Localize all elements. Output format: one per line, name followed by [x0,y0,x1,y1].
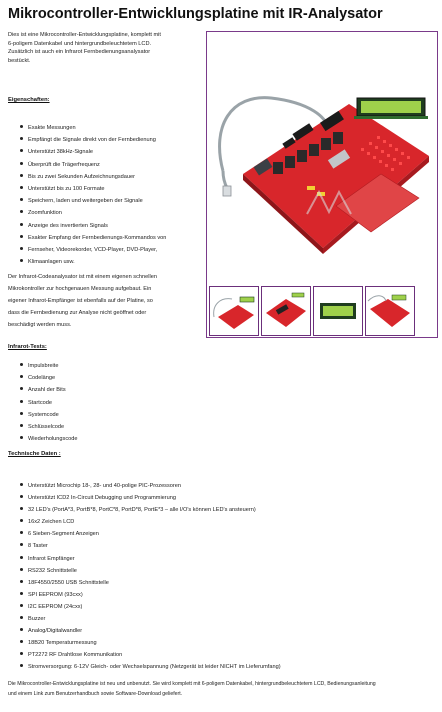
thumbnail-3[interactable] [313,286,363,336]
list-item: Unterstützt 38kHz-Signale [14,146,206,158]
list-item: 32 LED's (PortA*3, PortB*8, PortC*8, PortD*8, PortE*3 – alle I/O's können LED's ansteuern) [14,504,438,516]
board-photo-illustration [211,36,433,278]
list-item: 16x2 Zeichen LCD [14,516,438,528]
list-item: Speichern, laden und weitergeben der Signale [14,195,206,207]
intro-text [8,31,198,65]
product-gallery [206,31,438,338]
list-item: Stromversorgung: 6-12V Gleich- oder Wechselspannung (Netzgerät ist leider NICHT im Lieferumfang) [14,661,438,673]
outro-text [8,679,438,699]
list-item: Zoomfunktion [14,207,206,219]
list-item: Schlüsselcode [14,421,194,433]
tech-specs-list [14,480,438,674]
intro-line: Dies ist eine Mikrocontroller-Entwicklungsplatine, komplett mit [8,32,161,38]
list-item: Analog/Digitalwandler [14,625,438,637]
list-item: Unterstützt ICD2 In-Circuit Debugging und Programmierung [14,492,438,504]
list-item: Anzeige des invertierten Signals [14,220,206,232]
list-item: 6 Sieben-Segment Anzeigen [14,528,438,540]
list-item: 18F4550/2550 USB Schnittstelle [14,577,438,589]
ir-text-line: dass die Fernbedienung zur Analyse nicht geöffnet oder [8,310,147,316]
list-item: SPI EEPROM (93cxx) [14,589,438,601]
thumbnail-image [262,287,310,335]
thumbnail-1[interactable] [209,286,259,336]
intro-line: Zusätzlich ist auch ein Infrarot Fernbedienungsanalysator [8,49,151,56]
thumbnail-image [314,287,362,335]
thumbnail-4[interactable] [365,286,415,336]
tests-list [14,360,194,445]
intro-line: bestückt. [8,57,31,64]
list-item: Unterstützt bis zu 100 Formate [14,183,206,195]
list-item-continuation: Fernseher, Videorekorder, VCD-Player, DVD-Player, [14,244,206,256]
ir-text-line: beschädigt werden muss. [8,322,72,328]
list-item: Startcode [14,397,194,409]
properties-heading: Eigenschaften: [8,97,50,103]
list-item: Empfängt die Signale direkt von der Fernbedienung [14,134,206,146]
ir-text-line: Mikrokontroller zur hochgenauen Messung aufgebaut. Ein [8,286,152,292]
list-item: Buzzer [14,613,438,625]
list-item: Exakte Messungen [14,122,206,134]
list-item: Anzahl der Bits [14,384,194,396]
thumbnail-strip [209,286,415,336]
outro-line: und einem Link zum Benutzerhandbuch sowie Software-Download geliefert. [8,691,183,697]
list-item: Impulsbreite [14,360,194,372]
list-item: RS232 Schnittstelle [14,565,438,577]
list-item: Überprüft die Trägerfrequenz [14,159,206,171]
thumbnail-2[interactable] [261,286,311,336]
thumbnail-image [210,287,258,335]
list-item: I2C EEPROM (24cxx) [14,601,438,613]
tech-heading: Technische Daten : [8,451,61,457]
outro-line: Die Mikrocontroller-Entwicklungsplatine ist neu und unbenutzt. Sie wird komplett mit 6-poligem Datenkabel, hintergrundbeleuchtetem LCD, Bedienungsanleitung [8,681,376,687]
list-item: Systemcode [14,409,194,421]
intro-line: 6-poligem Datenkabel und hintergrundbeleuchtetem LCD. [8,40,152,47]
list-item: Codelänge [14,372,194,384]
list-item-continuation: Klimaanlagen usw. [14,256,206,268]
list-item: PT2272 RF Drahtlose Kommunikation [14,649,438,661]
list-item: Bis zu zwei Sekunden Aufzeichnungsdauer [14,171,206,183]
ir-analyzer-text [8,271,204,331]
ir-text-line: Der Infrarot-Codeanalysator ist mit einem eigenen schnellen [8,274,157,280]
list-item: Infrarot Empfänger [14,553,438,565]
page-title: Mikrocontroller-Entwicklungsplatine mit IR-Analysator [8,6,383,22]
ir-text-line: eigener Infrarot-Empfänger ist ebenfalls auf der Platine, so [8,298,153,304]
list-item: Unterstützt Microchip 18-, 28- und 40-polige PIC-Prozessoren [14,480,438,492]
list-item: 8 Taster [14,540,438,552]
list-item: Exakter Empfang der Fernbedienungs-Kommandos von [14,232,206,244]
tests-heading: Infrarot-Tests: [8,344,47,350]
list-item: Wiederholungscode [14,433,194,445]
properties-list [14,122,206,268]
main-product-photo[interactable] [211,36,433,278]
thumbnail-image [366,287,414,335]
list-item: 18B20 Temperaturmessung [14,637,438,649]
